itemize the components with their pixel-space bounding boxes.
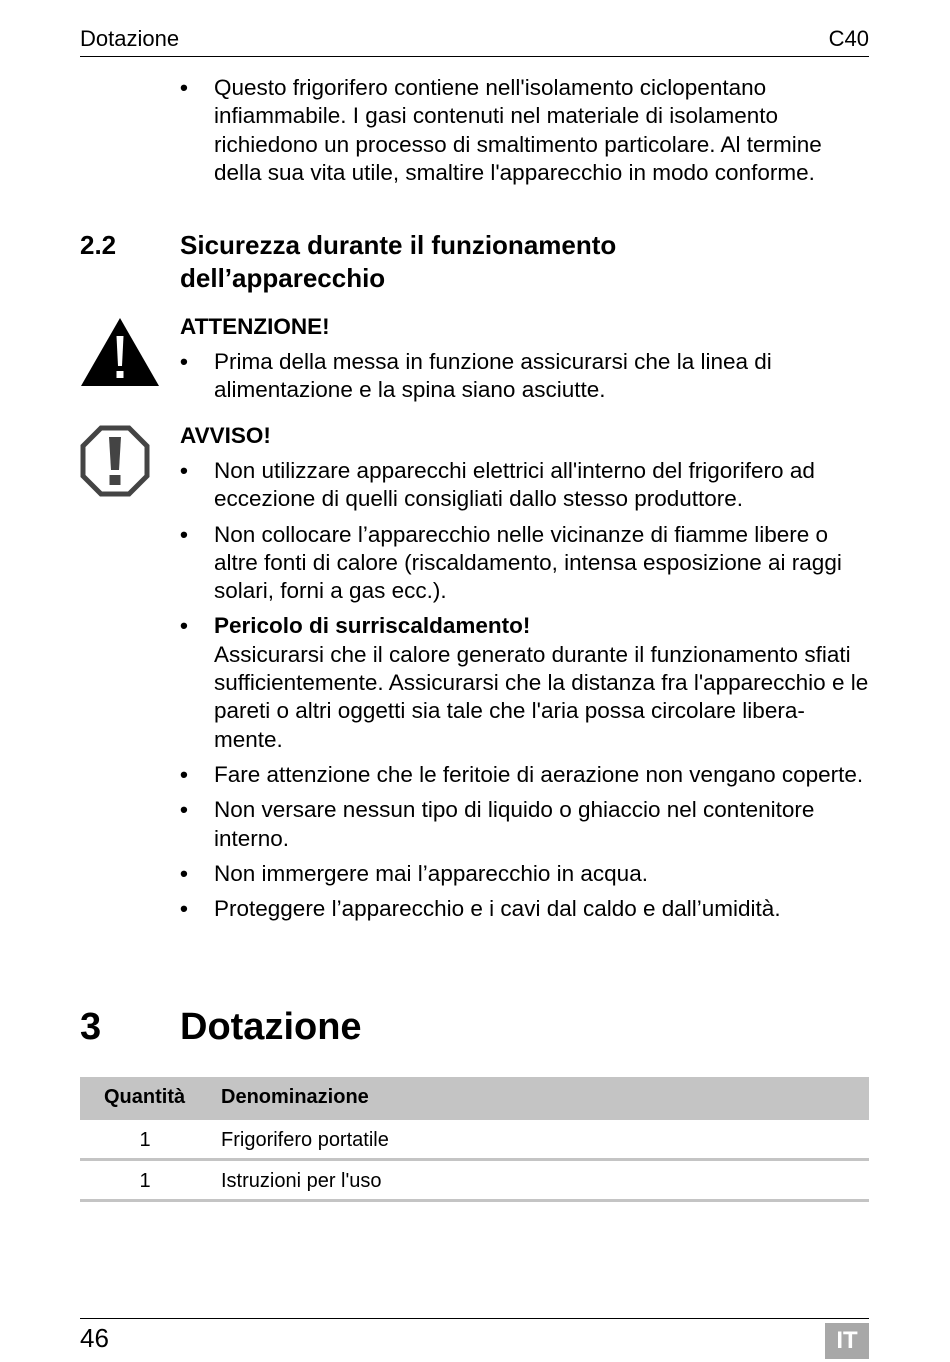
cell-quantity: 1 [139,1129,151,1151]
section-number: 2.2 [80,230,117,260]
bullet-icon: • [180,860,188,886]
overheat-text: Assicurarsi che il calore generato durante il funzionamento sfiati sufficientemente. Assicurarsi che la distanza fra l'apparecchio e le pareti o altri oggetti sia tale che l'aria possa circolare libera-mente. [214,641,869,752]
table-header [80,1077,869,1120]
attention-block [180,313,870,412]
cell-quantity: 1 [139,1170,151,1192]
overheat-title: Pericolo di surriscaldamento! [214,613,531,639]
cell-name: Frigorifero portatile [221,1129,389,1151]
notice-block [180,422,870,930]
octagon-exclamation-icon [80,425,150,497]
notice-heading: AVVISO! [180,423,271,448]
bullet-icon: • [180,521,188,547]
list-item: • Proteggere l’apparecchio e i cavi dal caldo e dall’umidità. [180,895,870,923]
bullet-icon: • [180,613,188,639]
page-number: 46 [80,1323,109,1353]
list-item: • Non immergere mai l’apparecchio in acqua. [180,860,870,888]
page-footer [80,1318,869,1359]
bullet-icon: • [180,761,188,787]
bullet-icon: • [180,896,188,922]
equipment-table [80,1077,869,1202]
column-header-name: Denominazione [221,1086,369,1108]
bullet-icon: • [180,458,188,483]
header-model: C40 [828,26,869,51]
bullet-icon: • [180,75,188,100]
bullet-icon: • [180,797,188,823]
section-title: Dotazione [180,1006,362,1048]
bullet-icon: • [180,349,188,374]
list-item-overheat [180,612,870,753]
list-item: • Non collocare l’apparecchio nelle vicinanze di fiamme libere o altre fonti di calore (riscaldamento, intensa esposizione ai raggi solari, forni a gas ecc.). [180,521,842,604]
page-header [80,24,869,57]
section-number: 3 [80,1006,102,1048]
list-item: • Prima della messa in funzione assicurarsi che la linea di alimentazione e la spina siano asciutte. [180,349,772,403]
language-badge: IT [825,1323,869,1359]
attention-heading: ATTENZIONE! [180,314,330,339]
list-item: • Fare attenzione che le feritoie di aerazione non vengano coperte. [180,761,870,789]
column-header-quantity: Quantità [104,1086,186,1108]
list-item: • Non utilizzare apparecchi elettrici all'interno del frigorifero ad eccezione di quelli consigliati dallo stesso produttore. [180,458,815,512]
table-row [80,1161,869,1202]
warning-triangle-icon [80,316,160,388]
header-section-title: Dotazione [80,26,180,51]
list-item: • Questo frigorifero contiene nell'isolamento ciclopentano infiammabile. I gasi contenuti nel materiale di isolamento richiedono un processo di smaltimento particolare. Al termine della sua vita utile, smaltire l'apparecchio in modo conforme. [180,75,822,185]
table-row [80,1120,869,1161]
list-item: • Non versare nessun tipo di liquido o ghiaccio nel contenitore interno. [180,797,815,851]
cell-name: Istruzioni per l'uso [221,1170,382,1192]
intro-block [180,74,870,194]
section-title: Sicurezza durante il funzionamento dell’apparecchio [180,230,617,293]
